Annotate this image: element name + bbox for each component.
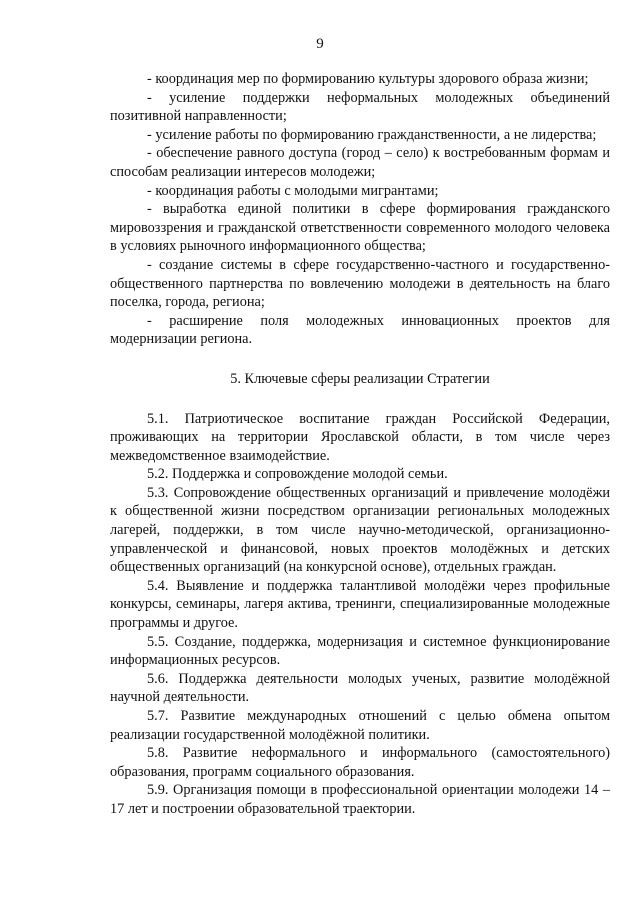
bullet-item: - создание системы в сфере государственно-частного и государственно-общественного партнерства по вовлечению молодежи в деятельность на благо поселка, города, региона;: [110, 256, 610, 311]
page-number: 9: [316, 36, 324, 52]
bullet-item: - расширение поля молодежных инновационных проектов для модернизации региона.: [110, 312, 610, 348]
section-heading: 5. Ключевые сферы реализации Стратегии: [230, 370, 490, 387]
numbered-item: 5.4. Выявление и поддержка талантливой молодёжи через профильные конкурсы, семинары, лагеря актива, тренинги, специализированные молодежные программы и другое.: [110, 577, 610, 632]
bullet-item: - усиление поддержки неформальных молодежных объединений позитивной направленности;: [110, 89, 610, 125]
bullet-item: - обеспечение равного доступа (город – село) к востребованным формам и способам реализации интересов молодежи;: [110, 145, 610, 180]
bullet-item: - координация мер по формированию культуры здорового образа жизни;: [147, 71, 589, 87]
numbered-item: 5.8. Развитие неформального и информального (самостоятельного) образования, программ социального образования.: [110, 745, 610, 780]
numbered-item: 5.3. Сопровождение общественных организаций и привлечение молодёжи к общественной жизни посредством организации региональных молодежных лагерей, поддержки, в том числе научно-методической, организационно-управленческой и финансовой, новых проектов молодёжных и детских общественных организаций (на конкурсной основе), отдельных граждан.: [110, 484, 610, 576]
numbered-item: 5.7. Развитие международных отношений с целью обмена опытом реализации государственной молодёжной политики.: [110, 708, 610, 743]
numbered-item: 5.2. Поддержка и сопровождение молодой семьи.: [147, 466, 448, 483]
bullet-item: - усиление работы по формированию гражданственности, а не лидерства;: [147, 126, 597, 143]
bullet-item: - выработка единой политики в сфере формирования гражданского мировоззрения и гражданской ответственности современного молодого человека в условиях рыночного информационного общества;: [110, 201, 610, 255]
bullet-item: - координация работы с молодыми мигрантами;: [147, 182, 439, 199]
numbered-item: 5.5. Создание, поддержка, модернизация и системное функционирование информационных ресурсов.: [110, 633, 610, 669]
numbered-item: 5.1. Патриотическое воспитание граждан Российской Федерации, проживающих на территории Ярославской области, в том числе через межведомственное взаимодействие.: [110, 410, 610, 464]
page-content: [110, 70, 610, 819]
numbered-item: 5.9. Организация помощи в профессиональной ориентации молодежи 14 – 17 лет и построении образовательной траектории.: [110, 782, 610, 817]
numbered-item: 5.6. Поддержка деятельности молодых ученых, развитие молодёжной научной деятельности.: [110, 670, 610, 706]
